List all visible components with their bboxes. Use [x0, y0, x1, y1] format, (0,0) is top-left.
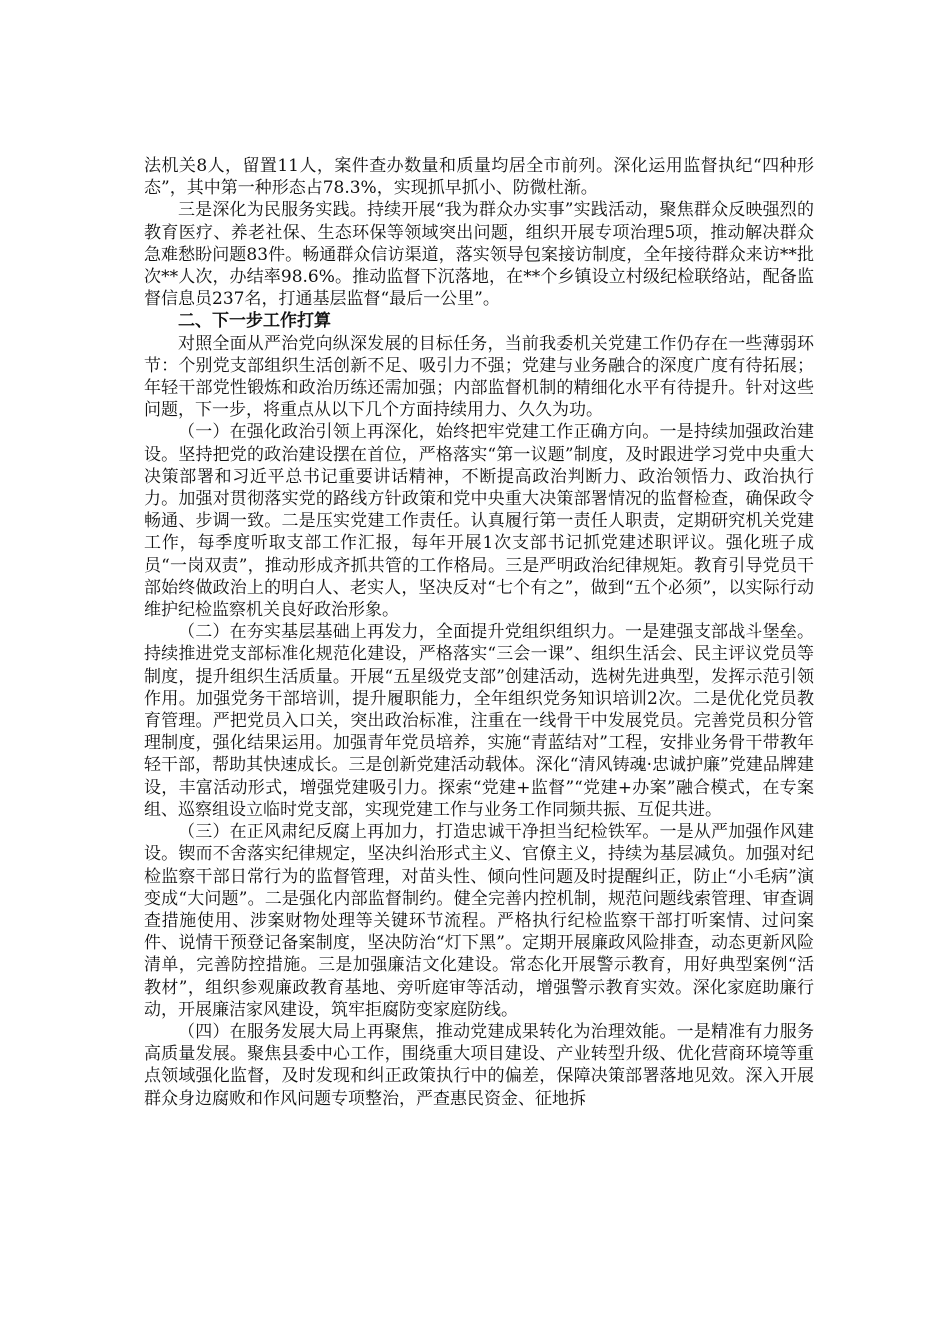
paragraph-service-practice: 三是深化为民服务实践。持续开展“我为群众办实事”实践活动，聚焦群众反映强烈的教育医疗、养老社保、生态环保等领域突出问题，组织开展专项治理5项，推动解决群众急难愁盼问题83件。畅通群众信访渠道，落实领导包案接访制度，全年接待群众来访**批次**人次，办结率98.6%。推动监督下沉落地，在**个乡镇设立村级纪检联络站，配备监督信息员237名，打通基层监督“最后一公里”。 — [144, 200, 814, 310]
paragraph-political-guidance: （一）在强化政治引领上再深化，始终把牢党建工作正确方向。一是持续加强政治建设。坚持把党的政治建设摆在首位，严格落实“第一议题”制度，及时跟进学习党中央重大决策部署和习近平总书记重要讲话精神，不断提高政治判断力、政治领悟力、政治执行力。加强对贯彻落实党的路线方针政策和党中央重大决策部署情况的监督检查，确保政令畅通、步调一致。二是压实党建工作责任。认真履行第一责任人职责，定期研究机关党建工作，每季度听取支部工作汇报，每年开展1次支部书记抓党建述职评议。强化班子成员“一岗双责”，推动形成齐抓共管的工作格局。三是严明政治纪律规矩。教育引导党员干部始终做政治上的明白人、老实人，坚决反对“七个有之”，做到“五个必须”，以实际行动维护纪检监察机关良好政治形象。 — [144, 422, 814, 621]
paragraph-grassroots-foundation: （二）在夯实基层基础上再发力，全面提升党组织组织力。一是建强支部战斗堡垒。持续推进党支部标准化规范化建设，严格落实“三会一课”、组织生活会、民主评议党员等制度，提升组织生活质量。开展“五星级党支部”创建活动，选树先进典型，发挥示范引领作用。加强党务干部培训，提升履职能力，全年组织党务知识培训2次。二是优化党员教育管理。严把党员入口关，突出政治标准，注重在一线骨干中发展党员。完善党员积分管理制度，强化结果运用。加强青年党员培养，实施“青蓝结对”工程，安排业务骨干带教年轻干部，帮助其快速成长。三是创新党建活动载体。深化“清风铸魂·忠诚护廉”党建品牌建设，丰富活动形式，增强党建吸引力。探索“党建+监督”“党建+办案”融合模式，在专案组、巡察组设立临时党支部，实现党建工作与业务工作同频共振、互促共进。 — [144, 622, 814, 820]
section-heading-next-steps: 二、下一步工作打算 — [178, 311, 331, 332]
paragraph-weaknesses: 对照全面从严治党向纵深发展的目标任务，当前我委机关党建工作仍存在一些薄弱环节：个别党支部组织生活创新不足、吸引力不强；党建与业务融合的深度广度有待拓展；年轻干部党性锻炼和政治历练还需加强；内部监督机制的精细化水平有待提升。针对这些问题，下一步，将重点从以下几个方面持续用力、久久为功。 — [144, 333, 814, 421]
paragraph-serving-development: （四）在服务发展大局上再聚焦，推动党建成果转化为治理效能。一是精准有力服务高质量发展。聚焦县委中心工作，围绕重大项目建设、产业转型升级、优化营商环境等重点领域强化监督，及时发现和纠正政策执行中的偏差，保障决策部署落地见效。深入开展群众身边腐败和作风问题专项整治，严查惠民资金、征地拆 — [144, 1021, 814, 1109]
paragraph-discipline-anticorruption: （三）在正风肃纪反腐上再加力，打造忠诚干净担当纪检铁军。一是从严加强作风建设。锲而不舍落实纪律规定，坚决纠治形式主义、官僚主义，持续为基层减负。加强对纪检监察干部日常行为的监督管理，对苗头性、倾向性问题及时提醒纠正，防止“小毛病”演变成“大问题”。二是强化内部监督制约。健全完善内控机制，规范问题线索管理、审查调查措施使用、涉案财物处理等关键环节流程。严格执行纪检监察干部打听案情、过问案件、说情干预登记备案制度，坚决防治“灯下黑”。定期开展廉政风险排查，动态更新风险清单，完善防控措施。三是加强廉洁文化建设。常态化开展警示教育，用好典型案例“活教材”，组织参观廉政教育基地、旁听庭审等活动，增强警示教育实效。深化家庭助廉行动，开展廉洁家风建设，筑牢拒腐防变家庭防线。 — [144, 822, 814, 1020]
paragraph-continuation: 法机关8人，留置11人，案件查办数量和质量均居全市前列。深化运用监督执纪“四种形态”，其中第一种形态占78.3%，实现抓早抓小、防微杜渐。 — [144, 156, 814, 199]
document-page — [144, 155, 814, 1110]
